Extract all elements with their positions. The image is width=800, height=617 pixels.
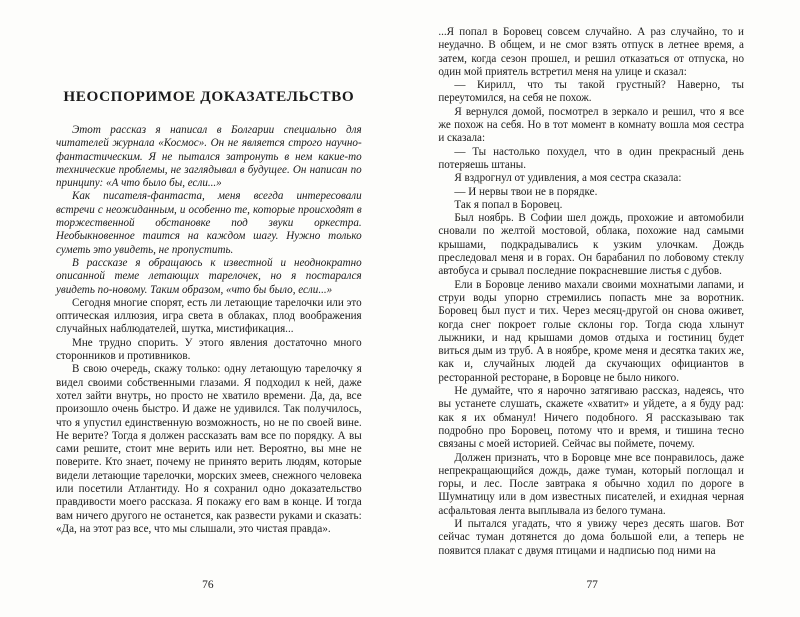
paragraph: Был ноябрь. В Софии шел дождь, прохожие и автомобили сновали по желтой мостовой, облака, похожие над самыми крышами, подкрадывались к узким улочкам. Дождь преследовал меня и в горах. Он барабанил по лобовому стеклу автобуса и срывал последние покрасневшие листья с дубов. [438, 212, 744, 278]
right-page [414, 26, 770, 609]
paragraph: Мне трудно спорить. У этого явления достаточно много сторонников и противников. [56, 336, 362, 363]
paragraph: В рассказе я обращаюсь к известной и неоднократно описанной теме летающих тарелочек, но я постарался увидеть по-новому. Таким образом, «что бы было, если...» [56, 256, 362, 296]
paragraph: Этот рассказ я написал в Болгарии специально для читателей журнала «Космос». Он не является строго научно-фантастическим. Я не пытался затронуть в нем какие-то технические проблемы, не заглядывал в будущее. Он написан по принципу: «А что было бы, если...» [56, 124, 362, 190]
paragraph: Я вернулся домой, посмотрел в зеркало и решил, что я все же похож на себя. Но в тот момент в комнату вошла моя сестра и сказала: [438, 105, 744, 145]
paragraph: Как писателя-фантаста, меня всегда интересовали встречи с неожиданным, и особенно те, которые происходят в торжественной обстановке под звуки оркестра. Необыкновенное таится на каждом шагу. Нужно только суметь это увидеть, не пропустить. [56, 190, 362, 256]
paragraph: Я вздрогнул от удивления, а моя сестра сказала: [454, 172, 682, 185]
paragraph: — Кирилл, что ты такой грустный? Наверно, ты переутомился, на себя не похож. [438, 79, 744, 105]
paragraph: Должен признать, что в Боровце мне все понравилось, даже непрекращающийся дождь, даже туман, который поглощал и горы, и лес. После завтрака я обычно ходил по дороге в Шумнатицу или в дом известных писателей, и ехидная черная асфальтовая лента выплывала из белого тумана. [438, 451, 744, 517]
left-page [30, 26, 386, 609]
page-number-left-value: 76 [202, 579, 214, 591]
page-number-right [414, 579, 770, 591]
paragraph: — Ты настолько похудел, что в один прекрасный день потеряешь штаны. [438, 145, 744, 171]
story-title: НЕОСПОРИМОЕ ДОКАЗАТЕЛЬСТВО [63, 88, 355, 105]
left-page-body [56, 124, 362, 536]
page-number-left [30, 579, 386, 591]
paragraph: Так я попал в Боровец. [454, 198, 563, 211]
paragraph: Не думайте, что я нарочно затягиваю рассказ, надеясь, что вы устанете слушать, скажете «хватит» и уйдете, а я буду рад: как я их обманул! Ничего подобного. Я рассказываю так подробно про Боровец, потому что и время, и тишина тесно связаны с моей историей. Сейчас вы поймете, почему. [438, 385, 744, 451]
right-page-body [438, 26, 744, 558]
paragraph: Сегодня многие спорят, есть ли летающие тарелочки или это оптическая иллюзия, игра света в облаках, плод воображения случайных наблюдателей, шутка, мистификация... [56, 296, 362, 336]
paragraph: ...Я попал в Боровец совсем случайно. А раз случайно, то и неудачно. В общем, и не смог взять отпуск в летнее время, а затем, когда сезон прошел, и решил отказаться от отпуска, но один мой приятель встретил меня на улице и сказал: [438, 26, 744, 78]
page-number-right-value: 77 [586, 579, 598, 591]
paragraph: В свою очередь, скажу только: одну летающую тарелочку я видел своими собственными глазами. Я подходил к ней, даже хотел зайти внутрь, но просто не хватило времени. Да, да, все произошло очень быстро. И даже не удивился. Так получилось, что я упустил единственную возможность, но не по своей вине. Не верите? Тогда я должен рассказать вам все по порядку. А вы сами решите, стоит мне верить или нет. Вероятно, вы мне не поверите. Кто знает, почему не принято верить людям, которые видели летающие тарелочки, морских змеев, снежного человека или посетили Атлантиду. Но я сохранил одно доказательство правдивости моего рассказа. Я покажу его вам в конце. И тогда вам ничего другого не останется, как развести руками и сказать: «Да, на этот раз все, что мы слышали, это чистая правда». [56, 363, 362, 535]
paragraph: — И нервы твои не в порядке. [454, 185, 598, 198]
paragraph: И пытался угадать, что я увижу через десять шагов. Вот сейчас туман дотянется до дома большой ели, а теперь не появится плакат с двумя птицами и надписью под ними на [438, 517, 744, 557]
book-gutter [386, 26, 415, 609]
paragraph: Ели в Боровце лениво махали своими мохнатыми лапами, и струи воды упорно стремились попасть мне за воротник. Боровец был пуст и тих. Через месяц-другой он снова оживет, когда снег покроет голые склоны гор. Тогда сюда хлынут лыжники, и над крышами домов отдыха и гостиниц будет виться дым из труб. А в ноябре, кроме меня и десятка таких же, как и, случайных людей да скучающих официантов в ресторанной ресторане, в Боровце не было никого. [438, 278, 744, 384]
